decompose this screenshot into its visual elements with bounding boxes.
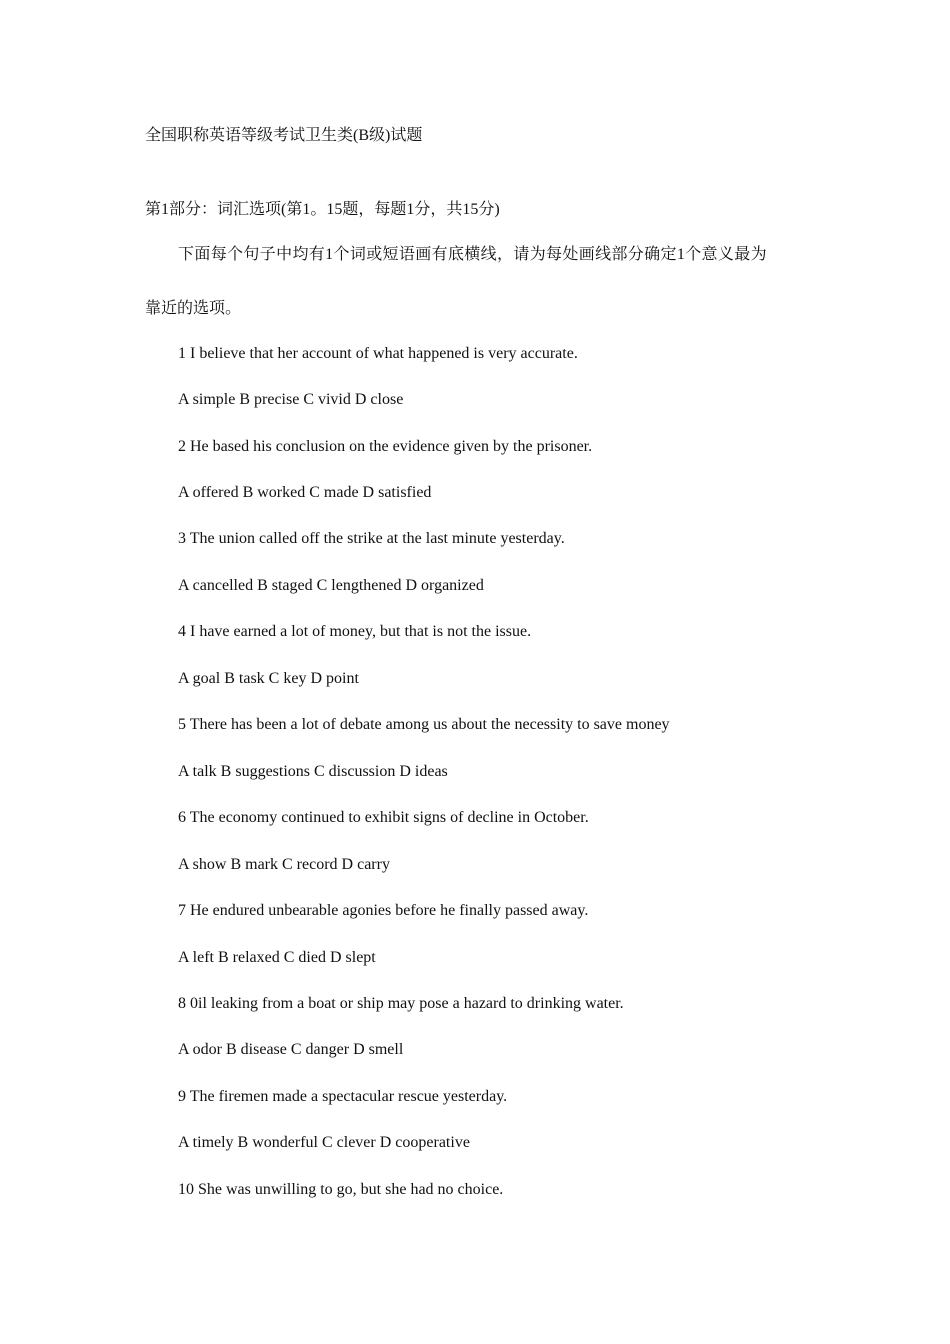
question-4: 4 I have earned a lot of money, but that is not the issue. <box>178 623 532 640</box>
instructions-line-2: 靠近的选项。 <box>145 300 242 317</box>
options-8: A odor B disease C danger D smell <box>178 1041 404 1058</box>
question-3: 3 The union called off the strike at the last minute yesterday. <box>178 530 565 547</box>
options-3: A cancelled B staged C lengthened D organized <box>178 577 484 594</box>
question-10: 10 She was unwilling to go, but she had no choice. <box>178 1181 504 1198</box>
question-8: 8 0il leaking from a boat or ship may pose a hazard to drinking water. <box>178 995 624 1012</box>
document-title: 全国职称英语等级考试卫生类(B级)试题 <box>145 127 423 144</box>
question-7: 7 He endured unbearable agonies before he finally passed away. <box>178 902 589 919</box>
options-7: A left B relaxed C died D slept <box>178 949 376 966</box>
options-5: A talk B suggestions C discussion D ideas <box>178 763 448 780</box>
options-1: A simple B precise C vivid D close <box>178 391 404 408</box>
question-2: 2 He based his conclusion on the evidence given by the prisoner. <box>178 438 593 455</box>
instructions-line-1: 下面每个句子中均有1个词或短语画有底横线，请为每处画线部分确定1个意义最为 <box>178 246 767 263</box>
section-heading: 第1部分：词汇选项(第1。15题，每题1分，共15分) <box>145 201 500 218</box>
question-1: 1 I believe that her account of what happened is very accurate. <box>178 345 578 362</box>
question-9: 9 The firemen made a spectacular rescue yesterday. <box>178 1088 508 1105</box>
question-6: 6 The economy continued to exhibit signs of decline in October. <box>178 809 589 826</box>
options-2: A offered B worked C made D satisfied <box>178 484 432 501</box>
options-6: A show B mark C record D carry <box>178 856 390 873</box>
options-9: A timely B wonderful C clever D cooperative <box>178 1134 470 1151</box>
options-4: A goal B task C key D point <box>178 670 359 687</box>
question-5: 5 There has been a lot of debate among us about the necessity to save money <box>178 716 670 733</box>
